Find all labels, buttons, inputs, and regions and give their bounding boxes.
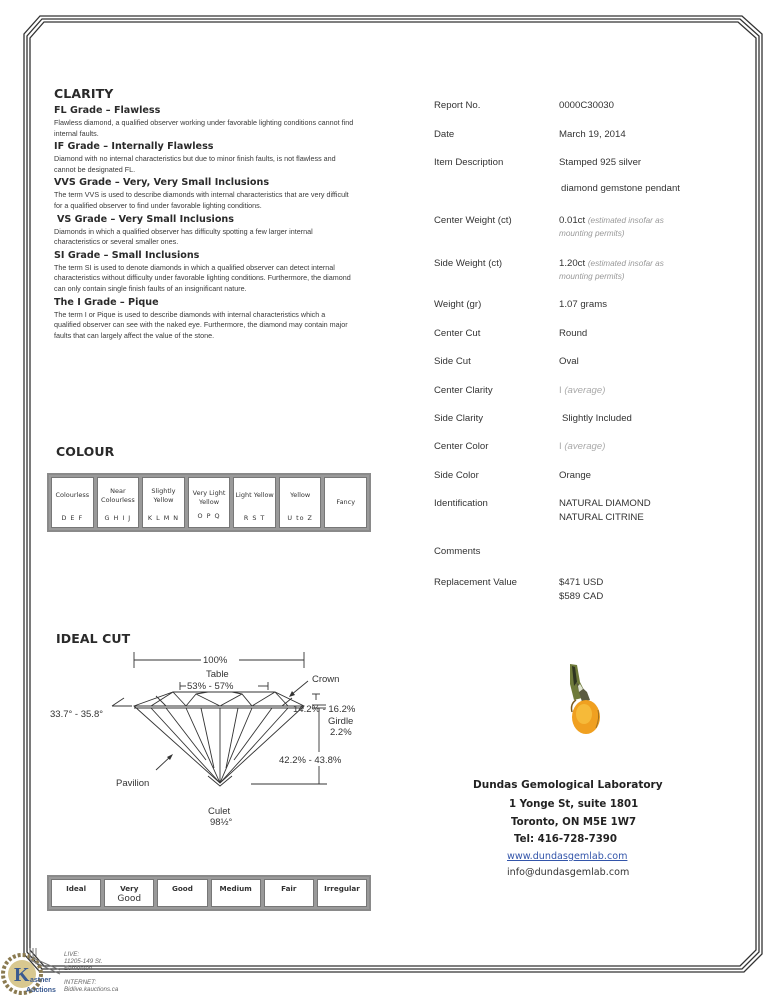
grade-description: Diamonds in which a qualified observer has difficulty spotting a few larger internal characteristics or several smaller ones. (54, 226, 313, 247)
colour-cell (233, 477, 276, 528)
replacement-value-cad: $589 CAD (559, 591, 604, 602)
lab-address-line1: 1 Yonge St, suite 1801 (509, 799, 639, 810)
field-label: Side Color (434, 470, 479, 481)
live-city: Edmonton (64, 965, 93, 972)
grade-description: Diamond with no internal characteristics but due to minor finish faults, is not flawless and cannot be designated FL. (54, 154, 336, 174)
cut-grade-cell (104, 879, 154, 907)
culet-value: 98½° (210, 817, 233, 828)
center-weight-value (559, 215, 664, 238)
grade-title: VS Grade – Very Small Inclusions (57, 213, 234, 225)
cut-grade-label: Irregular (324, 884, 360, 893)
replacement-value-usd: $471 USD (559, 577, 604, 588)
girdle-value: 2.2% (330, 727, 352, 738)
logo-text: astner (30, 977, 52, 984)
colour-label: Near Colourless (101, 486, 135, 504)
lab-website-link[interactable]: www.dundasgemlab.com (507, 851, 628, 862)
live-label: LIVE: (64, 951, 80, 958)
cut-grade-cell (157, 879, 207, 907)
cut-grade-label: Very (120, 884, 139, 893)
colour-codes: U to Z (287, 514, 313, 522)
estimate-note: (estimated insofar as (587, 259, 664, 268)
side-cut-value: Oval (559, 356, 579, 367)
auction-watermark (0, 948, 180, 1000)
colour-codes: R S T (243, 514, 266, 522)
colour-cell (188, 477, 231, 528)
field-label: Weight (gr) (434, 299, 482, 310)
grade-vs (54, 214, 354, 248)
estimate-note-line2: mounting permits) (559, 272, 625, 281)
grade-fl (54, 105, 354, 139)
internet-url[interactable]: Bidlive.kauctions.ca (64, 986, 119, 993)
report-date: March 19, 2014 (559, 129, 626, 140)
estimate-note-line2: mounting permits) (559, 229, 625, 238)
weight-value: 1.07 grams (559, 299, 607, 310)
pavilion-depth-label: 42.2% - 43.8% (279, 755, 342, 766)
field-label: Date (434, 129, 455, 140)
field-label: Center Color (434, 441, 489, 452)
cut-grade-table (47, 875, 371, 911)
internet-label: INTERNET: (64, 979, 97, 986)
grade-i (54, 297, 354, 342)
table-range-label: 53% - 57% (187, 681, 234, 692)
girdle-label: Girdle (328, 716, 354, 727)
cut-grade-label: Medium (219, 884, 252, 893)
item-description-line1: Stamped 925 silver (559, 157, 642, 168)
clarity-heading: CLARITY (54, 86, 114, 101)
colour-label: Colourless (55, 491, 90, 499)
grade-title: The I Grade – Pique (54, 296, 159, 308)
item-description-line2: diamond gemstone pendant (561, 183, 680, 194)
lab-phone: Tel: 416-728-7390 (514, 834, 617, 845)
colour-codes: D E F (61, 514, 84, 522)
grade-title: FL Grade – Flawless (54, 105, 161, 116)
cut-grade-cell (211, 879, 261, 907)
lab-name: Dundas Gemological Laboratory (473, 779, 663, 791)
estimate-note: (estimated insofar as (587, 216, 664, 225)
grade-if (54, 141, 354, 175)
logo-text: Auctions (26, 987, 56, 994)
cut-grade-cell (51, 879, 101, 907)
lab-email[interactable]: info@dundasgemlab.com (507, 867, 630, 878)
field-label: Item Description (434, 157, 504, 168)
kastner-auctions-logo-icon (0, 948, 64, 1000)
clarity-section (54, 86, 354, 343)
average-note: (average) (564, 385, 606, 396)
center-clarity-grade: I (559, 385, 562, 396)
side-clarity-value: Slightly Included (562, 413, 632, 424)
colour-cell (142, 477, 185, 528)
side-color-value: Orange (559, 470, 591, 481)
ideal-cut-heading: IDEAL CUT (56, 631, 131, 646)
culet-label: Culet (208, 806, 231, 817)
field-label: Center Clarity (434, 385, 493, 396)
cut-grade-label: Ideal (66, 884, 87, 893)
grade-description: The term I or Pique is used to describe diamonds with internal characteristics which a qualified observer can see with the naked eye. Furthermore, the diamond may contain major faults that can largely affect the value of the stone. (54, 309, 348, 340)
colour-label: Fancy (336, 498, 356, 506)
colour-scale-table (47, 473, 371, 532)
field-label: Identification (434, 498, 488, 509)
cut-grade-cell (317, 879, 367, 907)
logo-letter: K (14, 964, 30, 986)
field-label: Side Cut (434, 356, 471, 367)
diamond-proportions-diagram (46, 648, 366, 838)
colour-cell (279, 477, 322, 528)
identification-value (559, 498, 651, 523)
pendant-photo (560, 662, 610, 742)
colour-cell (97, 477, 140, 528)
colour-codes: O P Q (197, 512, 221, 520)
crown-height-label: 14.2% - 16.2% (293, 704, 356, 715)
field-label: Comments (434, 546, 481, 557)
crown-label: Crown (312, 674, 340, 685)
colour-cell (51, 477, 94, 528)
grade-description: The term VVS is used to describe diamonds with internal characteristics that are very difficult for a qualified observer to find under favorable lighting conditions. (54, 190, 349, 210)
center-color-value (559, 441, 605, 452)
center-weight: 0.01ct (559, 215, 586, 226)
grade-title: VVS Grade – Very, Very Small Inclusions (54, 177, 270, 189)
field-label: Side Weight (ct) (434, 258, 503, 269)
colour-label: Very Light Yellow (192, 488, 226, 506)
field-label: Report No. (434, 100, 481, 111)
item-description-value (559, 157, 680, 194)
side-weight: 1.20ct (559, 258, 586, 269)
field-label: Center Cut (434, 328, 481, 339)
width-label: 100% (203, 655, 228, 666)
live-address: 11205-149 St. (64, 958, 103, 965)
identification-line2: NATURAL CITRINE (559, 512, 644, 523)
field-label: Side Clarity (434, 413, 484, 424)
center-clarity-value (559, 385, 605, 396)
field-label: Center Weight (ct) (434, 215, 512, 226)
cut-grade-label: Fair (281, 884, 297, 893)
colour-cell-fancy (324, 477, 367, 528)
average-note: (average) (564, 441, 606, 452)
lab-address-line2: Toronto, ON M5E 1W7 (511, 817, 637, 828)
report-number: 0000C30030 (559, 100, 614, 111)
center-color-grade: I (559, 441, 562, 452)
side-weight-value (559, 258, 664, 281)
grade-vvs (54, 177, 354, 211)
colour-heading: COLOUR (56, 444, 115, 459)
cut-grade-label: Good (171, 884, 193, 893)
colour-label: Yellow (290, 491, 311, 499)
cut-grade-label-line2: Good (117, 894, 142, 904)
replacement-value (559, 577, 603, 602)
crown-angle-label: 33.7° - 35.8° (50, 709, 104, 720)
colour-label: Light Yellow (235, 491, 274, 499)
cut-grade-cell (264, 879, 314, 907)
colour-label: Slightly Yellow (151, 486, 176, 504)
grade-title: IF Grade – Internally Flawless (54, 141, 214, 153)
pavilion-label: Pavilion (116, 778, 150, 789)
table-label: Table (206, 669, 229, 680)
center-cut-value: Round (559, 328, 588, 339)
grade-title: SI Grade – Small Inclusions (54, 249, 200, 261)
colour-codes: G H I J (104, 514, 132, 522)
grade-description: Flawless diamond, a qualified observer working under favorable lighting conditions cannot find internal faults. (54, 118, 354, 138)
grade-description: The term SI is used to denote diamonds in which a qualified observer can detect internal characteristics without difficulty under favorable lighting conditions. Furthermore, the diamond can only contain single finish faults of an insignificant nature. (54, 262, 351, 293)
colour-codes: K L M N (147, 514, 180, 522)
field-label: Replacement Value (434, 577, 518, 588)
identification-line1: NATURAL DIAMOND (559, 498, 651, 509)
grade-si (54, 250, 354, 295)
